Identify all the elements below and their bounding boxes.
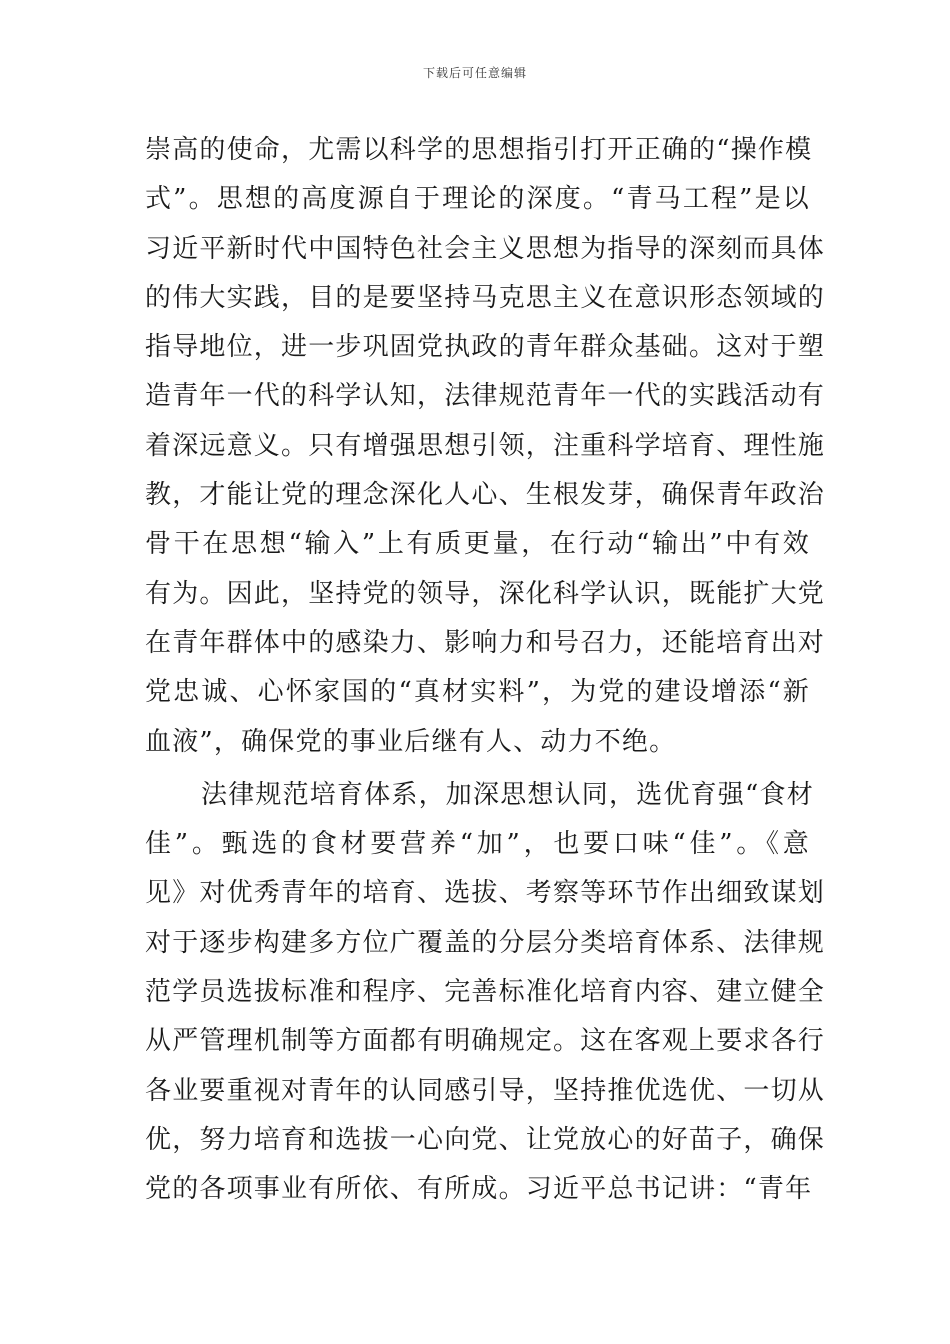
text-line: 骨干在思想“输入”上有质更量，在行动“输出”中有效 [145,529,810,560]
text-line: 优，努力培育和选拔一心向党、让党放心的好苗子，确保 [145,1124,826,1155]
text-line: 范学员选拔标准和程序、完善标准化培育内容、建立健全 [145,977,826,1008]
text-line: 造青年一代的科学认知，法律规范青年一代的实践活动有 [145,381,826,412]
document-body [145,126,826,1215]
text-line: 式”。思想的高度源自于理论的深度。“青马工程”是以 [145,184,810,215]
page-header: 下载后可任意编辑 [422,66,527,80]
text-line: 对于逐步构建多方位广覆盖的分层分类培育体系、法律规 [145,927,826,958]
text-line: 指导地位，进一步巩固党执政的青年群众基础。这对于塑 [145,332,826,363]
text-line: 的伟大实践，目的是要坚持马克思主义在意识形态领域的 [145,282,826,313]
text-line: 佳”。甄选的食材要营养“加”，也要口味“佳”。《意 [145,829,810,860]
text-line: 各业要重视对青年的认同感引导，坚持推优选优、一切从 [145,1075,826,1106]
text-line: 在青年群体中的感染力、影响力和号召力，还能培育出对 [145,627,826,658]
paragraph-1 [145,126,826,767]
text-line: 教，才能让党的理念深化人心、生根发芽，确保青年政治 [145,480,826,511]
text-line: 从严管理机制等方面都有明确规定。这在客观上要求各行 [145,1026,826,1057]
text-line: 法律规范培育体系，加深思想认同，选优育强“食材 [201,779,814,810]
text-line: 崇高的使命，尤需以科学的思想指引打开正确的“操作模 [145,135,813,165]
paragraph-2 [145,771,826,1215]
text-line: 有为。因此，坚持党的领导，深化科学认识，既能扩大党 [145,578,826,609]
text-line: 习近平新时代中国特色社会主义思想为指导的深刻而具体 [145,233,826,264]
text-line: 着深远意义。只有增强思想引领，注重科学培育、理性施 [145,430,826,461]
text-line: 党的各项事业有所依、有所成。习近平总书记讲：“青年 [145,1174,813,1205]
text-line: 见》对优秀青年的培育、选拔、考察等环节作出细致谋划 [145,878,826,909]
text-line: 血液”，确保党的事业后继有人、动力不绝。 [145,726,677,757]
text-line: 党忠诚、心怀家国的“真材实料”，为党的建设增添“新 [145,677,810,708]
